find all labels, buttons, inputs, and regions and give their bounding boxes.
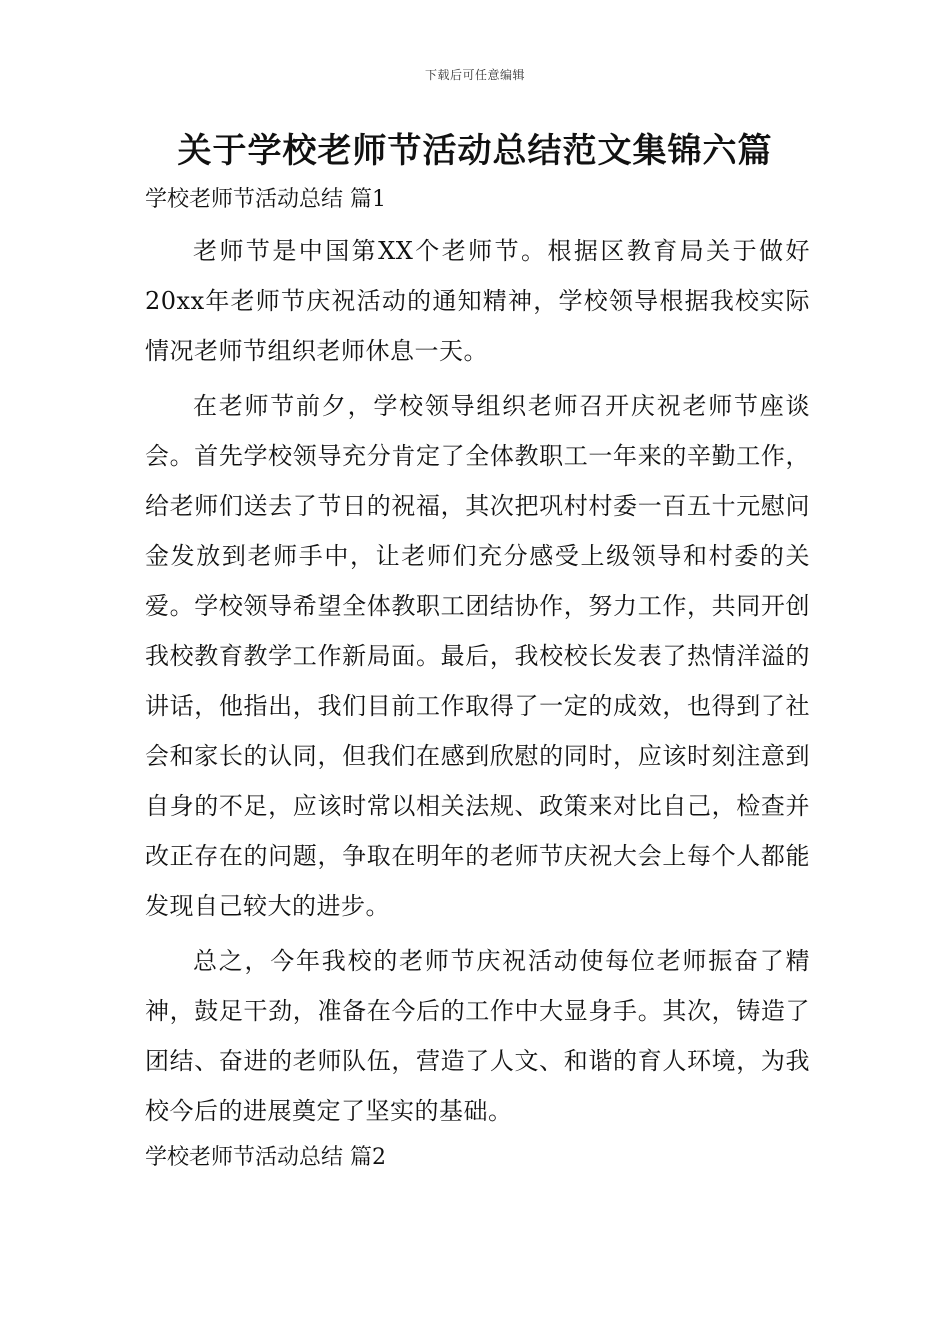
paragraph-2: 在老师节前夕，学校领导组织老师召开庆祝老师节座谈会。首先学校领导充分肯定了全体教职工一年来的辛勤工作，给老师们送去了节日的祝福，其次把巩村村委一百五十元慰问金发放到老师手中，让老师们充分感受上级领导和村委的关爱。学校领导希望全体教职工团结协作，努力工作，共同开创我校教育教学工作新局面。最后，我校校长发表了热情洋溢的讲话，他指出，我们目前工作取得了一定的成效，也得到了社会和家长的认同，但我们在感到欣慰的同时，应该时刻注意到自身的不足，应该时常以相关法规、政策来对比自己，检查并改正存在的问题，争取在明年的老师节庆祝大会上每个人都能发现自己较大的进步。 — [145, 392, 810, 920]
document-body — [145, 180, 810, 1178]
paragraph-3: 总之，今年我校的老师节庆祝活动使每位老师振奋了精神，鼓足干劲，准备在今后的工作中大显身手。其次，铸造了团结、奋进的老师队伍，营造了人文、和谐的育人环境，为我校今后的进展奠定了坚实的基础。 — [145, 947, 810, 1125]
header-note: 下载后可任意编辑 — [424, 68, 525, 82]
paragraph-1: 老师节是中国第XX个老师节。根据区教育局关于做好20xx年老师节庆祝活动的通知精神，学校领导根据我校实际情况老师节组织老师休息一天。 — [145, 237, 810, 365]
section-heading-1: 学校老师节活动总结 篇1 — [145, 187, 386, 212]
section-heading-2: 学校老师节活动总结 篇2 — [145, 1145, 386, 1170]
document-title: 关于学校老师节活动总结范文集锦六篇 — [177, 131, 773, 171]
